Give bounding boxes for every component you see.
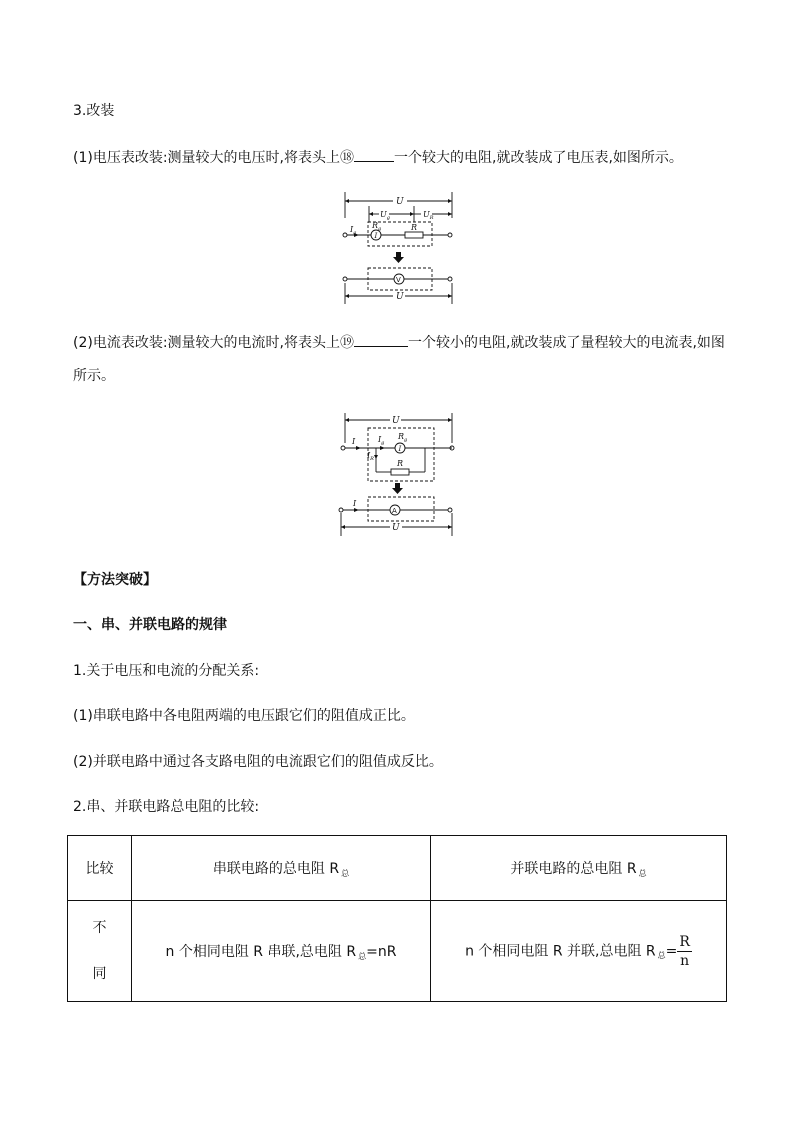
- fig1-voltmeter-label: V: [396, 276, 401, 284]
- fig1-ig-label: $I_g$: [350, 225, 357, 236]
- fig2-i-label: I: [352, 437, 356, 446]
- item-1: 1.关于电压和电流的分配关系:: [73, 663, 260, 679]
- section-title: 3.改装: [73, 103, 115, 119]
- resistance-comparison-table: [67, 835, 727, 1002]
- fig1-u-label: U: [396, 197, 404, 207]
- voltmeter-text-before: (1)电压表改装:测量较大的电压时,将表头上: [73, 150, 340, 166]
- row-label-difference: 不 同: [68, 901, 132, 1002]
- header-series: 串联电路的总电阻 R $_总$: [132, 836, 431, 901]
- ammeter-circuit-figure: [335, 409, 459, 539]
- ammeter-text-after: 一个较小的电阻,就改装成了量程较大的电流表,如图: [408, 335, 725, 351]
- table-header-row: [68, 836, 727, 901]
- voltmeter-answer-blank[interactable]: [354, 147, 394, 162]
- fig2-ammeter-label: A: [392, 507, 397, 515]
- method-heading: 【方法突破】: [73, 572, 157, 588]
- ammeter-answer-blank[interactable]: [354, 332, 408, 347]
- voltmeter-text-after: 一个较大的电阻,就改装成了电压表,如图所示。: [394, 150, 683, 166]
- fig1-u-bottom-label: U: [396, 292, 404, 302]
- header-parallel: 并联电路的总电阻 R $_总$: [431, 836, 727, 901]
- fig2-rg-label: $R_g$: [398, 432, 408, 443]
- voltmeter-paragraph: [73, 147, 683, 168]
- header-compare: 比较: [68, 836, 132, 901]
- fraction-r-over-n: $\frac{R}{n}$: [679, 933, 690, 969]
- fig1-r-label: R: [411, 223, 418, 232]
- item-1b: (2)并联电路中通过各支路电阻的电流跟它们的阻值成反比。: [73, 754, 443, 770]
- ammeter-marker: ⑲: [340, 335, 354, 351]
- fig2-u-label: U: [392, 416, 400, 426]
- fig2-r-label: R: [397, 459, 404, 468]
- fig1-rg-label: $R_g$: [372, 221, 382, 232]
- fig2-u-bottom-label: U: [392, 523, 400, 533]
- ammeter-text-before: (2)电流表改装:测量较大的电流时,将表头上: [73, 335, 340, 351]
- item-2: 2.串、并联电路总电阻的比较:: [73, 799, 260, 815]
- ammeter-paragraph-line2: 所示。: [73, 368, 115, 384]
- ammeter-paragraph: [73, 332, 725, 353]
- table-row-difference: [68, 901, 727, 1002]
- item-1a: (1)串联电路中各电阻两端的电压跟它们的阻值成正比。: [73, 708, 415, 724]
- voltmeter-marker: ⑱: [340, 150, 354, 166]
- fig2-ir-label: $I_R$: [367, 451, 374, 462]
- cell-parallel-rule: n 个相同电阻 R 并联,总电阻 R $_总$= $\frac{R}{n}$: [431, 901, 727, 1002]
- sub-heading: 一、串、并联电路的规律: [73, 617, 227, 633]
- fig1-galvanometer-label: I: [374, 232, 378, 240]
- cell-series-rule: n 个相同电阻 R 串联,总电阻 R $_总$=nR: [132, 901, 431, 1002]
- fig2-galvanometer-label: I: [398, 445, 402, 453]
- fig1-ur-label: $U_R$: [423, 210, 434, 221]
- fig2-ig-label: $I_g$: [378, 435, 385, 446]
- voltmeter-circuit-figure: [335, 188, 465, 306]
- fig1-ug-label: $U_g$: [380, 210, 390, 221]
- fig2-i-bottom-label: I: [353, 499, 357, 508]
